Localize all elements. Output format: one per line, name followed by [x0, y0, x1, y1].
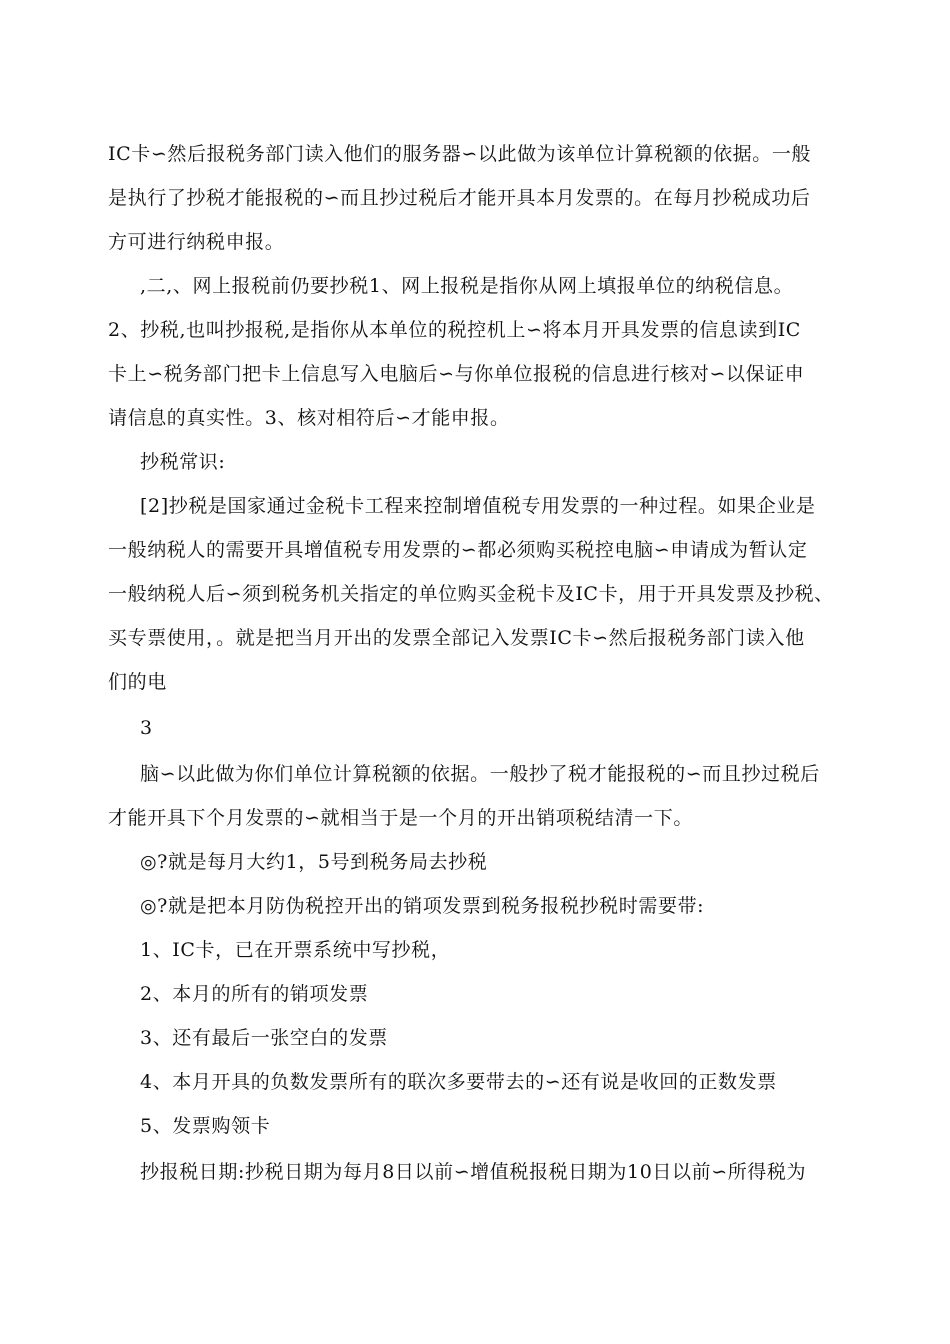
text-line: 2、抄税,也叫抄报税,是指你从本单位的税控机上∽将本月开具发票的信息读到IC — [108, 319, 801, 341]
text-line: [2]抄税是国家通过金税卡工程来控制增值税专用发票的一种过程。如果企业是 — [140, 495, 816, 517]
text-line: 们的电 — [108, 671, 167, 693]
text-line: 一般纳税人后∽须到税务机关指定的单位购买金税卡及IC卡，用于开具发票及抄税、 — [108, 583, 834, 605]
text-line: 是执行了抄税才能报税的∽而且抄过税后才能开具本月发票的。在每月抄税成功后 — [108, 187, 811, 209]
text-line: 方可进行纳税申报。 — [108, 231, 285, 253]
text-line: IC卡∽然后报税务部门读入他们的服务器∽以此做为该单位计算税额的依据。一般 — [108, 143, 812, 165]
text-line: 请信息的真实性。3、核对相符后∽才能申报。 — [108, 407, 510, 429]
text-line: ◎?就是把本月防伪税控开出的销项发票到税务报税抄税时需要带: — [140, 895, 705, 917]
text-line: 卡上∽税务部门把卡上信息写入电脑后∽与你单位报税的信息进行核对∽以保证申 — [108, 363, 805, 385]
page-number: 3 — [140, 717, 153, 739]
text-line: ◎?就是每月大约1，5号到税务局去抄税 — [140, 851, 488, 873]
text-line: 抄报税日期:抄税日期为每月8日以前∽增值税报税日期为10日以前∽所得税为 — [140, 1161, 807, 1183]
list-item: 5、发票购领卡 — [140, 1115, 271, 1137]
list-item: 4、本月开具的负数发票所有的联次多要带去的∽还有说是收回的正数发票 — [140, 1071, 777, 1093]
section-heading: 抄税常识: — [140, 451, 226, 473]
list-item: 3、还有最后一张空白的发票 — [140, 1027, 388, 1049]
list-item: 1、IC卡，已在开票系统中写抄税， — [140, 939, 451, 961]
list-item: 2、本月的所有的销项发票 — [140, 983, 369, 1005]
text-line: 才能开具下个月发票的∽就相当于是一个月的开出销项税结清一下。 — [108, 807, 693, 829]
text-line: ,二,、网上报税前仍要抄税1、网上报税是指你从网上填报单位的纳税信息。 — [140, 275, 794, 297]
text-line: 一般纳税人的需要开具增值税专用发票的∽都必须购买税控电脑∽申请成为暂认定 — [108, 539, 808, 561]
text-line: 买专票使用，。就是把当月开出的发票全部记入发票IC卡∽然后报税务部门读入他 — [108, 627, 805, 649]
text-line: 脑∽以此做为你们单位计算税额的依据。一般抄了税才能报税的∽而且抄过税后 — [140, 763, 820, 785]
